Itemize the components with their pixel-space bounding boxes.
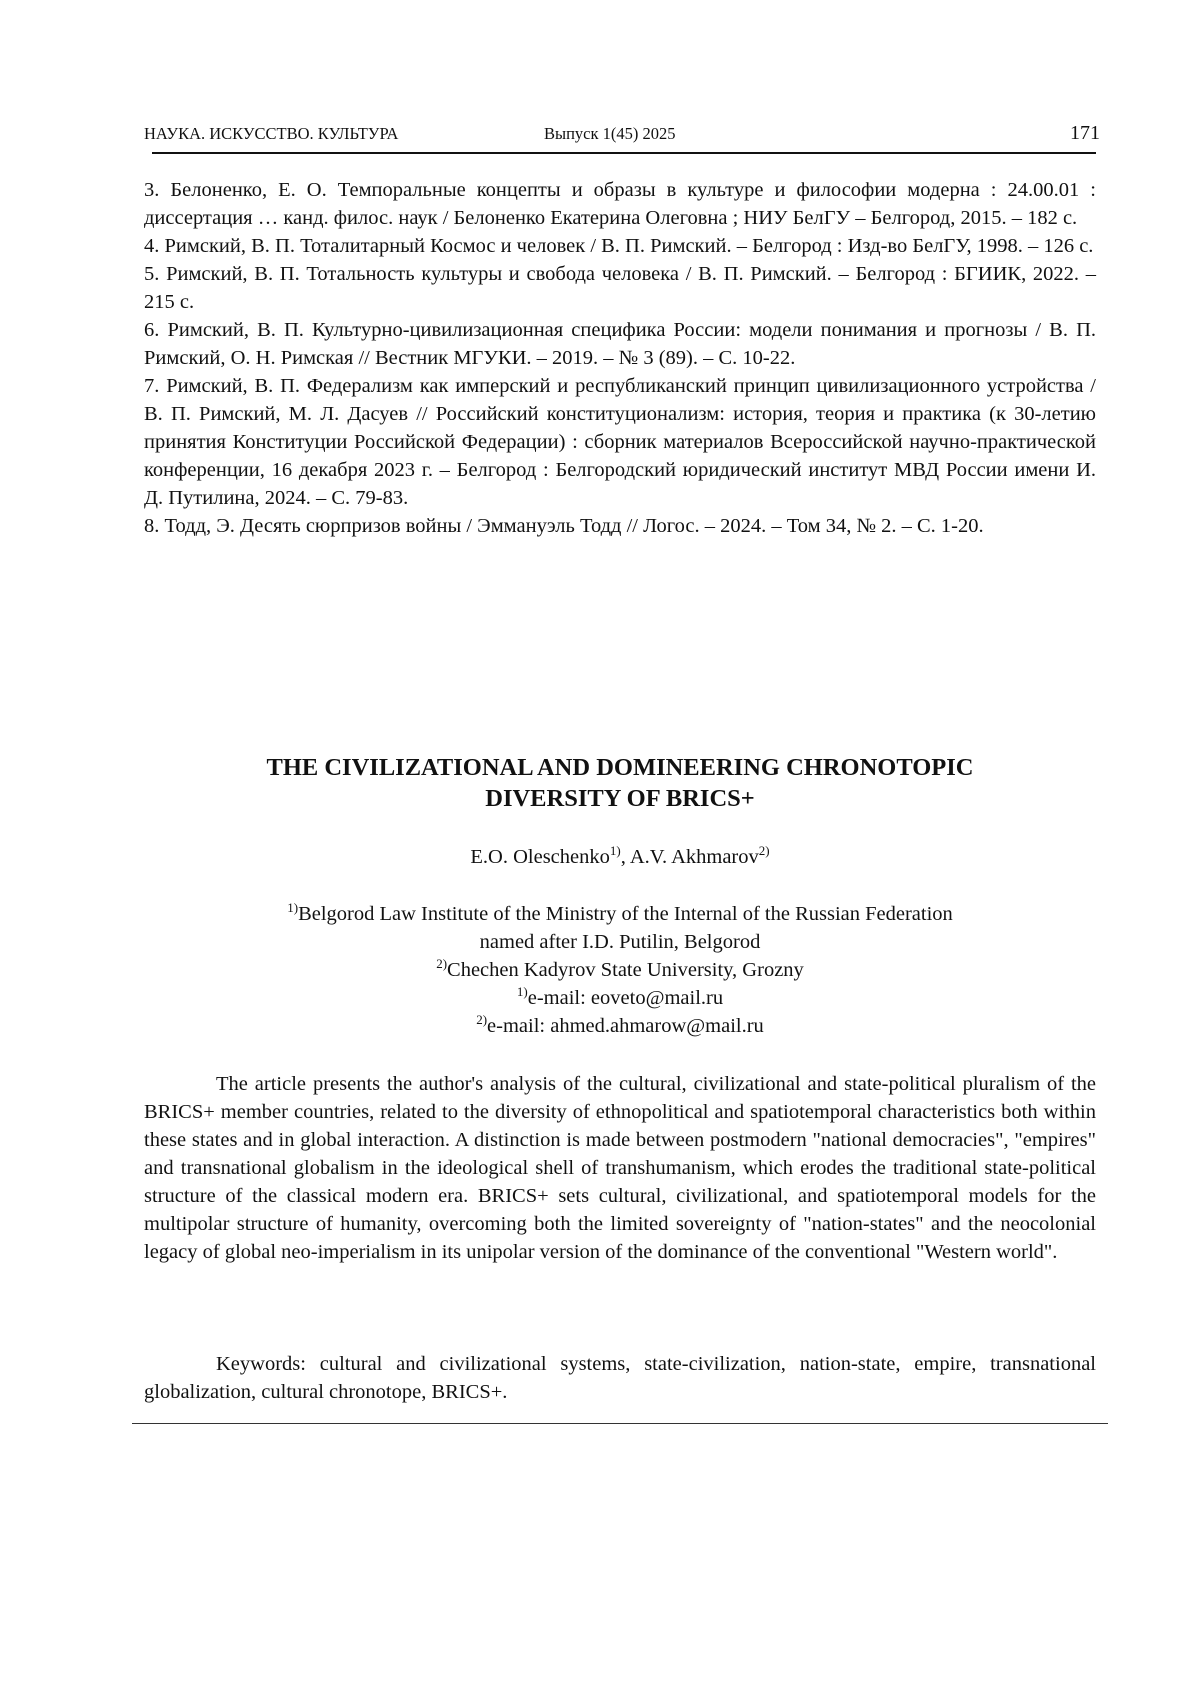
running-header (144, 122, 1096, 162)
reference-list (144, 176, 1096, 540)
authors (144, 846, 1096, 869)
affiliation-mark: 2) (436, 956, 447, 971)
reference-item: 8. Тодд, Э. Десять сюрпризов войны / Эммануэль Тодд // Логос. – 2024. – Том 34, № 2. – С. 1-20. (144, 512, 1096, 540)
section-divider (132, 1423, 1108, 1424)
affiliations (144, 900, 1096, 1040)
abstract: The article presents the author's analysis of the cultural, civilizational and state-political pluralism of the BRICS+ member countries, related to the diversity of ethnopolitical and spatiotemporal characteristics both within these states and in global interaction. A distinction is made between postmodern "national democracies", "empires" and transnational globalism in the ideological shell of transhumanism, which erodes the traditional state-political structure of the classical modern era. BRICS+ sets cultural, civilizational, and spatiotemporal models for the multipolar structure of humanity, overcoming both the limited sovereignty of "nation-states" and the neocolonial legacy of global neo-imperialism in its unipolar version of the dominance of the conventional "Western world". (144, 1070, 1096, 1266)
author-name: A.V. Akhmarov (630, 846, 759, 868)
affiliation-mark: 2) (476, 1012, 487, 1027)
issue-number: Выпуск 1(45) 2025 (544, 124, 676, 144)
title-line: DIVERSITY OF BRICS+ (144, 783, 1096, 814)
author-name: E.O. Oleschenko (470, 846, 609, 868)
reference-item: 7. Римский, В. П. Федерализм как имперский и республиканский принцип цивилизационного устройства / В. П. Римский, М. Л. Дасуев // Российский конституционализм: история, теория и практика (к 30-летию принятия Конституции Российской Федерации) : сборник материалов Всероссийской научно-практической конференции, 16 декабря 2023 г. – Белгород : Белгородский юридический институт МВД России имени И. Д. Путилина, 2024. – С. 79-83. (144, 372, 1096, 512)
email-text: e-mail: ahmed.ahmarow@mail.ru (487, 1015, 764, 1037)
reference-item: 5. Римский, В. П. Тотальность культуры и свобода человека / В. П. Римский. – Белгород : БГИИК, 2022. – 215 с. (144, 260, 1096, 316)
keywords: Keywords: cultural and civilizational systems, state-civilization, nation-state, empire, transnational globalization, cultural chronotope, BRICS+. (144, 1350, 1096, 1406)
affiliation-text: Belgorod Law Institute of the Ministry of the Internal of the Russian Federation (298, 903, 953, 925)
reference-item: 3. Белоненко, Е. О. Темпоральные концепты и образы в культуре и философии модерна : 24.00.01 : диссертация … канд. филос. наук / Белоненко Екатерина Олеговна ; НИУ БелГУ – Белгород, 2015. – 182 с. (144, 176, 1096, 232)
title-line: THE CIVILIZATIONAL AND DOMINEERING CHRONOTOPIC (144, 752, 1096, 783)
email-line (144, 984, 1096, 1012)
header-divider (152, 152, 1096, 154)
journal-name: НАУКА. ИСКУССТВО. КУЛЬТУРА (144, 124, 398, 144)
email-line (144, 1012, 1096, 1040)
page-number: 171 (1070, 122, 1100, 145)
affiliation-mark: 1) (610, 843, 621, 858)
affiliation-mark: 1) (517, 984, 528, 999)
affiliation-line (144, 928, 1096, 956)
affiliation-line (144, 900, 1096, 928)
affiliation-text: named after I.D. Putilin, Belgorod (480, 931, 761, 953)
reference-item: 4. Римский, В. П. Тоталитарный Космос и человек / В. П. Римский. – Белгород : Изд-во БелГУ, 1998. – 126 с. (144, 232, 1096, 260)
article-title (144, 752, 1096, 814)
email-text: e-mail: eoveto@mail.ru (528, 987, 723, 1009)
affiliation-text: Chechen Kadyrov State University, Grozny (447, 959, 804, 981)
author-separator: , (621, 846, 630, 868)
reference-item: 6. Римский, В. П. Культурно-цивилизационная специфика России: модели понимания и прогнозы / В. П. Римский, О. Н. Римская // Вестник МГУКИ. – 2019. – № 3 (89). – С. 10-22. (144, 316, 1096, 372)
affiliation-line (144, 956, 1096, 984)
affiliation-mark: 1) (287, 900, 298, 915)
affiliation-mark: 2) (759, 843, 770, 858)
